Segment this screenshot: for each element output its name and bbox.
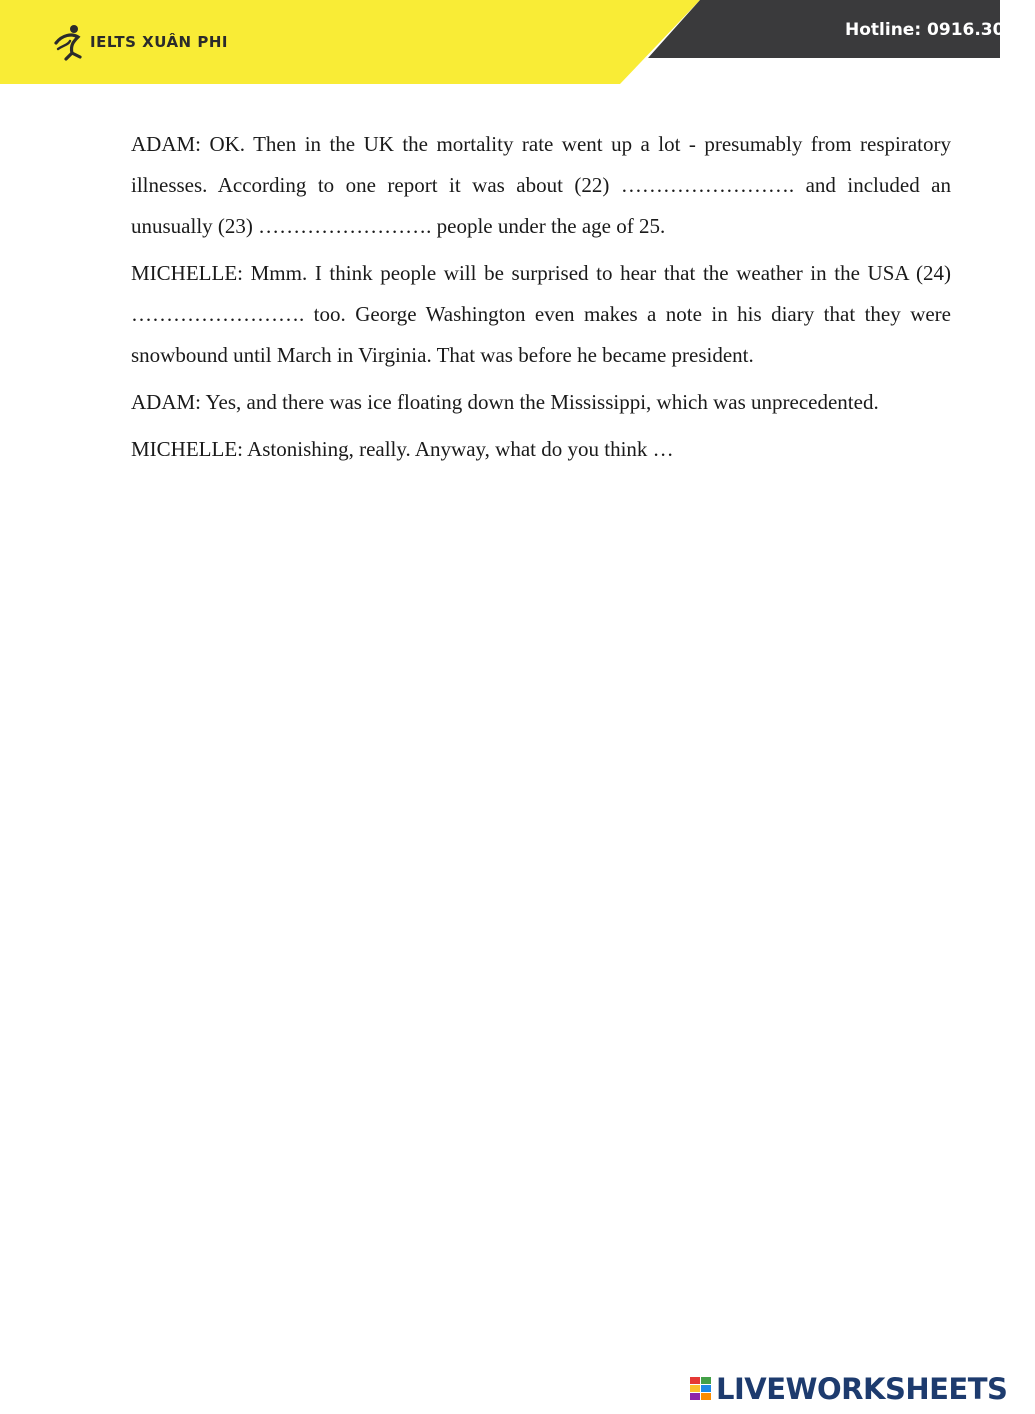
- liveworksheets-logo-icon: [690, 1377, 712, 1401]
- runner-logo-icon: [52, 23, 86, 61]
- dialogue-paragraph: MICHELLE: Mmm. I think people will be surprised to hear that the weather in the USA (24) ……………………. too. George Washington even makes a note in his diary that they were snowbound until March in Virginia. That was before he became president.: [131, 261, 951, 367]
- dialogue-paragraph: ADAM: Yes, and there was ice floating down the Mississippi, which was unprecedented.: [131, 390, 879, 414]
- brand-name: IELTS XUÂN PHI: [90, 33, 228, 51]
- liveworksheets-branding: [690, 1372, 1007, 1406]
- hotline-text: Hotline: 0916.300.7: [845, 20, 1035, 40]
- page-header: [0, 0, 1035, 84]
- dialogue-paragraph: MICHELLE: Astonishing, really. Anyway, what do you think …: [131, 437, 674, 461]
- brand-logo: [52, 22, 228, 62]
- dialogue-text: [131, 124, 951, 476]
- dialogue-paragraph: ADAM: OK. Then in the UK the mortality rate went up a lot - presumably from respiratory illnesses. According to one report it was about (22) ……………………. and included an unusually (23) ……………………. people under the age of 25.: [131, 132, 951, 238]
- liveworksheets-wordmark: LIVEWORKSHEETS: [716, 1372, 1008, 1406]
